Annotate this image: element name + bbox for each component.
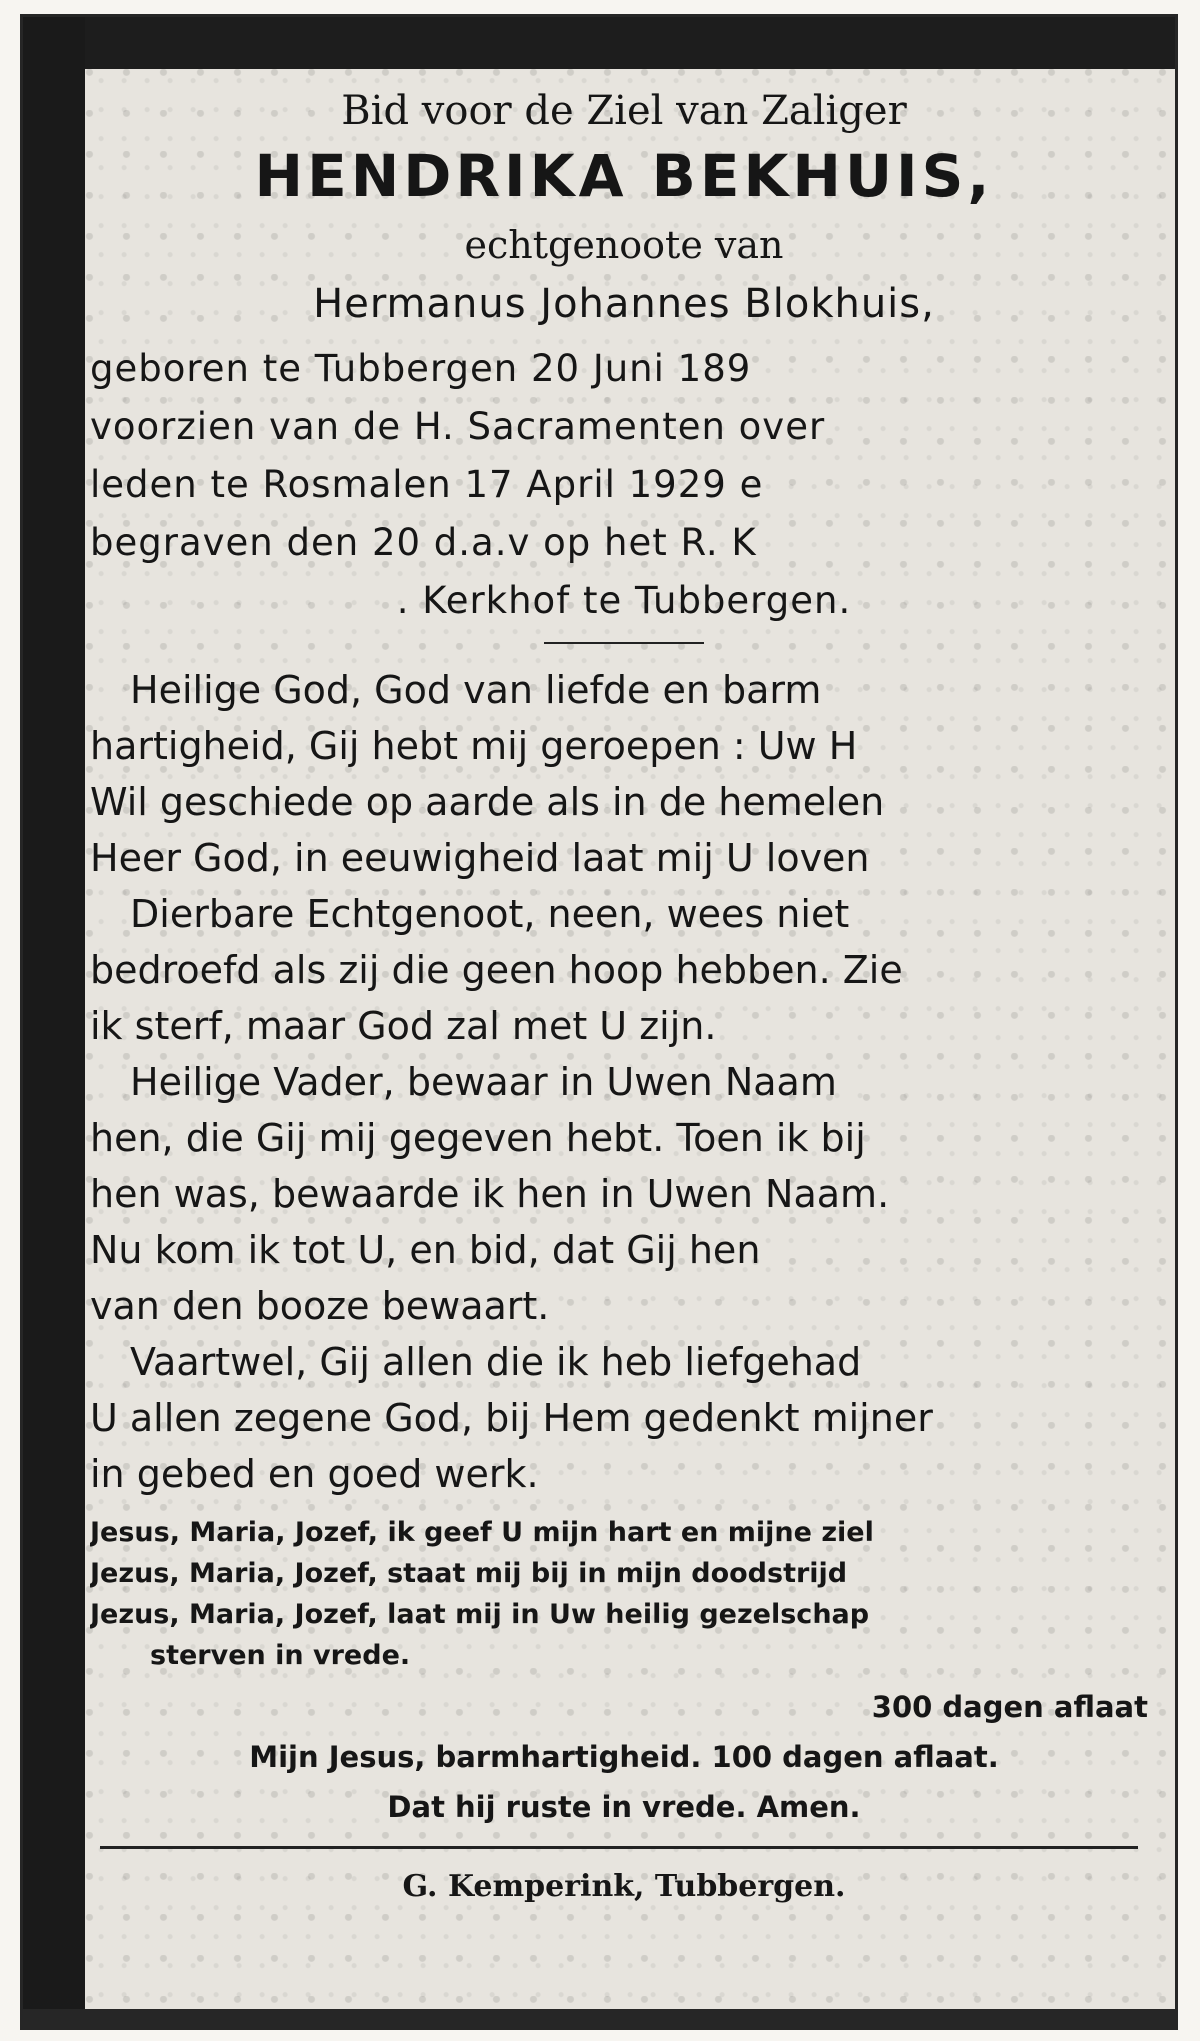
card-text [90,52,1158,1911]
prayer-line: Wil geschiede op aarde als in de hemelen [90,780,885,824]
mourning-border-left [23,17,85,2027]
prayer-line: Nu kom ik tot U, en bid, dat Gij hen [90,1228,761,1272]
prayer-line: Vaartwel, Gij allen die ik heb liefgehad [130,1340,862,1384]
bio-line: voorzien van de H. Sacramenten over [90,405,826,448]
prayer-line: bedroefd als zij die geen hoop hebben. Zie [90,948,903,992]
relation-text: echtgenoote van [464,223,784,267]
bio-line: leden te Rosmalen 17 April 1929 e [90,463,764,506]
prayer-line: ik sterf, maar God zal met U zijn. [90,1004,717,1048]
prayer-line: hen was, bewaarde ik hen in Uwen Naam. [90,1172,890,1216]
ejaculation-line: sterven in vrede. [150,1640,411,1671]
prayer-line: Heilige Vader, bewaar in Uwen Naam [130,1060,837,1104]
prayer-line: hen, die Gij mij gegeven hebt. Toen ik bij [90,1116,866,1160]
bio-line: . Kerkhof te Tubbergen. [396,579,852,622]
card-header: Bid voor de Ziel van Zaliger [341,88,907,134]
prayer-line: hartigheid, Gij hebt mij geroepen : Uw H [90,724,858,768]
indulgence-100: Mijn Jesus, barmhartigheid. 100 dagen aflaat. [249,1740,999,1774]
ejaculation-line: Jezus, Maria, Jozef, laat mij in Uw heilig gezelschap [90,1599,870,1630]
spouse-name: Hermanus Johannes Blokhuis, [313,281,935,327]
mourning-border-bottom [23,2009,1175,2027]
ejaculation-line: Jezus, Maria, Jozef, staat mij bij in mijn doodstrijd [90,1558,848,1589]
divider-short [544,642,704,644]
prayer-line: Heer God, in eeuwigheid laat mij U loven [90,836,870,880]
indulgence-300: 300 dagen aflaat [871,1690,1148,1724]
bio-line: begraven den 20 d.a.v op het R. K [90,521,757,564]
prayer-line: van den booze bewaart. [90,1284,550,1328]
divider-long [100,1846,1138,1849]
deceased-name: HENDRIKA BEKHUIS, [254,142,994,210]
prayer-block [90,662,1158,1502]
printer-credit: G. Kemperink, Tubbergen. [402,1869,846,1904]
prayer-line: in gebed en goed werk. [90,1452,539,1496]
ejaculation-block [90,1512,1158,1676]
ejaculation-line: Jesus, Maria, Jozef, ik geef U mijn hart en mijne ziel [90,1517,874,1548]
bio-line: geboren te Tubbergen 20 Juni 189 [90,347,752,390]
prayer-line: Dierbare Echtgenoot, neen, wees niet [130,892,850,936]
prayer-line: U allen zegene God, bij Hem gedenkt mijner [90,1396,933,1440]
prayer-line: Heilige God, God van liefde en barm [130,668,822,712]
biography-block [90,340,1158,630]
closing-line: Dat hij ruste in vrede. Amen. [387,1790,861,1824]
